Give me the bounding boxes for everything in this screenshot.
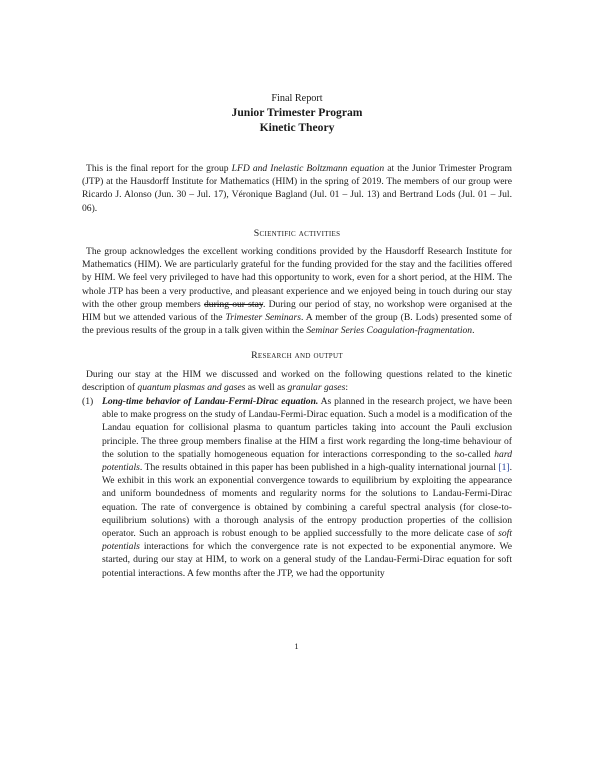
list-item-body (102, 395, 512, 580)
research-paragraph (82, 368, 512, 394)
intro-text: at the Junior Trimester Program (JTP) at the Hausdorff Institute for Mathematics (HIM) in the spring of 2019. The members of our group were Ricardo J. Alonso (Jun. 30 – Jul. 17), Véronique Bagland (Jul. 01 – Jul. 13) and Bertrand Lods (Jul. 01 – Jul. 06). (82, 163, 512, 214)
paragraph-text: During our stay at the HIM we discussed and worked on the following questions related to the kinetic description of (82, 368, 512, 393)
struck-text: during our stay (203, 298, 264, 310)
list-item (82, 395, 512, 580)
paragraph-text: interactions for which the convergence rate is not expected to be exponential anymore. We started, during our stay at HIM, to work on a general study of the Landau-Fermi-Dirac equation for soft potential interactions. A few months after the JTP, we had the opportunity (102, 541, 512, 579)
topic-emphasis: quantum plasmas and gases (137, 381, 246, 393)
list-item-title: Long-time behavior of Landau-Fermi-Dirac equation. (102, 396, 319, 408)
paragraph-text: As planned in the research project, we have been able to make progress on the study of Landau-Fermi-Dirac equation. Such a model is a modification of the Landau equation for collisional plasma to quantum particles taking into account the Pauli exclusion principle. The three group members finalise at the HIM a first work regarding the long-time behaviour of the solution to the spatially homogeneous equation for interactions corresponding to the so-called (102, 396, 512, 460)
paragraph-text: . A member of the group (B. Lods) presented some of the previous results of the group in a talk given within the (82, 312, 513, 337)
term-emphasis: hard potentials (102, 448, 512, 474)
section-heading-research: Research and output (251, 350, 343, 362)
section-heading-scientific: Scientific activities (253, 227, 341, 239)
paragraph-text: The group acknowledges the excellent working conditions provided by the Hausdorff Research Institute for Mathematics (HIM). We are particularly grateful for the funding provided for the stay and the facilities offered by HIM. We feel very privileged to have had this opportunity to work, even for a short period, at the HIM. The whole JTP has been a very productive, and pleasant experience and we enjoyed being in touch during our stay with the other group members (82, 246, 512, 310)
paragraph-text: . During our period of stay, no workshop were organised at the HIM but we attended various of the (82, 298, 512, 324)
list-item-number: (1) (82, 396, 94, 408)
term-emphasis: soft potentials (102, 528, 512, 553)
citation-link[interactable]: [1] (498, 462, 510, 474)
report-title-line2: Kinetic Theory (259, 121, 335, 134)
paragraph-text: as well as (245, 381, 288, 393)
group-name: LFD and Inelastic Boltzmann equation (231, 163, 385, 174)
topic-emphasis: granular gases (287, 381, 346, 393)
paragraph-text: . We exhibit in this work an exponential convergence towards to equilibrium by exploiting the appearance and uniform boundedness of moments and regularity norms for the solutions to Landau-Fermi-Dirac equation. The rate of convergence is obtained by combining a careful spectral analysis (for close-to-equilibrium solutions) with a thorough analysis of the entropy production properties of the collision operator. Such an approach is robust enough to be applied successfully to the more delicate case of (102, 462, 512, 540)
paragraph-text: : (345, 381, 348, 393)
document-page (82, 92, 512, 580)
intro-text: This is the final report for the group (86, 163, 232, 174)
seminar-name: Trimester Seminars (225, 312, 301, 324)
report-title-line1: Junior Trimester Program (231, 106, 363, 119)
report-label: Final Report (271, 93, 323, 104)
seminar-series-name: Seminar Series Coagulation-fragmentation (306, 325, 473, 337)
paragraph-text: . The results obtained in this paper has been published in a high-quality international journal (139, 462, 499, 474)
scientific-paragraph (82, 245, 512, 337)
page-number: 1 (294, 641, 299, 651)
paragraph-text: . (472, 325, 475, 337)
intro-paragraph (82, 162, 512, 215)
